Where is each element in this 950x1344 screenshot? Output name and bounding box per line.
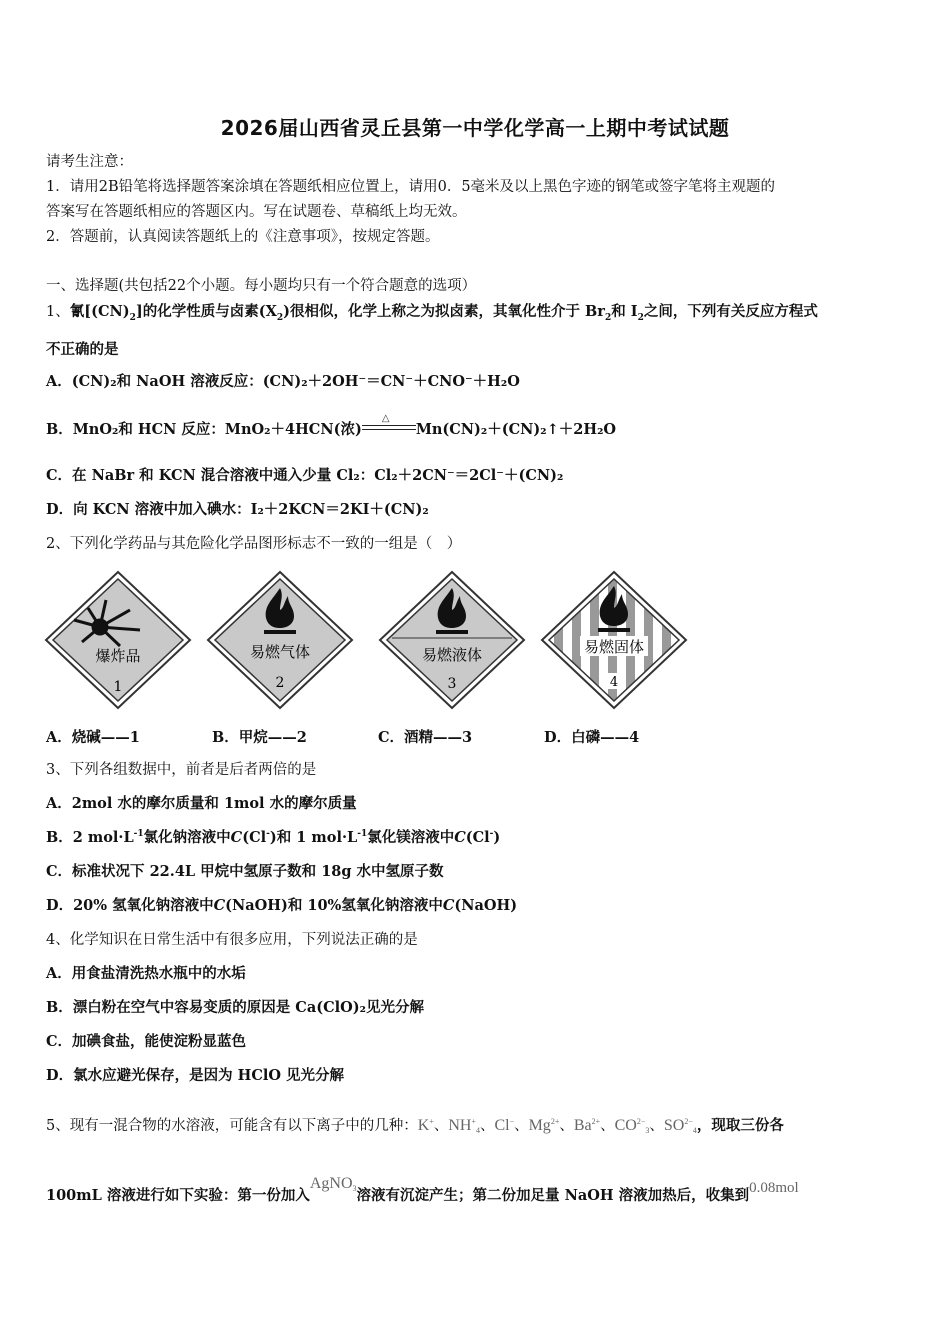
q3-option-c: C．标准状况下 22.4L 甲烷中氢原子数和 18g 水中氢原子数 [46,863,444,880]
q1-stem [46,302,818,322]
hazard-sign-flammable-liquid [378,570,526,710]
q2-option-a: A．烧碱——1 [46,729,140,746]
q3-b-sup: -1 [357,829,368,840]
q4-option-c: C．加碘食盐，能使淀粉显蓝色 [46,1033,247,1050]
separator: 、 [649,1118,664,1134]
q3-b-part: ) [493,829,501,846]
q2-options [46,726,639,747]
q2-stem: 2、下列化学药品与其危险化学品图形标志不一致的一组是（ ） [46,536,462,552]
striped-flame-sign-icon [540,570,688,710]
q4-option-a: A．用食盐清洗热水瓶中的水垢 [46,965,246,982]
q5-stem-part: 5、现有一混合物的水溶液，可能含有以下离子中的几种： [46,1118,418,1134]
section-heading: 一、选择题(共包括22个小题。每小题均只有一个符合题意的选项） [46,278,477,294]
q3-b-part: 氯化镁溶液中 [367,829,455,846]
sign-label: 易燃固体 [583,638,645,656]
q3-d-part: (NaOH) [454,897,518,914]
notice-line-3: 2．答题前，认真阅读答题纸上的《注意事项》，按规定答题。 [46,229,440,245]
sign-label: 爆炸品 [95,647,141,665]
separator: 、 [433,1118,449,1134]
hazard-sign-flammable-gas [206,570,354,710]
q1-number: 1、 [46,304,70,320]
q3-d-part: D．20% 氢氧化钠溶液中 [46,897,214,914]
q1-option-a: A．(CN)₂和 NaOH 溶液反应：(CN)₂＋2OH⁻＝CN⁻＋CNO⁻＋H₂O [46,373,520,390]
q4-stem: 4、化学知识在日常生活中有很多应用，下列说法正确的是 [46,932,418,948]
heat-condition-arrow [362,413,416,437]
separator: 、 [559,1118,574,1134]
q5-line-2 [46,1175,799,1211]
q1-sub: 2 [637,312,644,323]
hazard-sign-explosive [44,570,192,710]
q2-option-b: B．甲烷——2 [212,729,307,746]
q1-stem-part: 之间，下列有关反应方程式 [643,303,818,320]
q1-sub: 2 [129,312,136,323]
ion-nh4: NH+4 [448,1117,480,1135]
page-title: 2026届山西省灵丘县第一中学化学高一上期中考试试题 [220,116,730,140]
q3-option-b [46,828,500,848]
sign-number: 4 [609,675,619,690]
q3-option-d [46,896,517,916]
q2-option-c: C．酒精——3 [378,729,473,746]
ion-cl: Cl− [494,1117,515,1134]
q3-d-part: (NaOH)和 10%氢氧化钠溶液中 [225,897,443,914]
q1-option-b-right: Mn(CN)₂＋(CN)₂↑＋2H₂O [415,421,617,438]
q2-option-d: D．白磷——4 [544,729,640,746]
q4-option-d: D．氯水应避光保存，是因为 HClO 见光分解 [46,1067,345,1084]
q3-b-sup: - [489,829,494,840]
sign-number: 3 [447,676,457,692]
q3-b-part: B．2 mol·L [46,829,134,846]
q1-sub: 2 [604,312,612,323]
q1-option-c: C．在 NaBr 和 KCN 混合溶液中通入少量 Cl₂：Cl₂＋2CN⁻＝2Cl⁻＋(CN)₂ [46,467,564,484]
ion-so4: $SO^{2-}4$ [663,1117,697,1135]
q5-stem-part: ，现取三份各 [696,1117,784,1134]
hazard-signs [44,570,684,710]
ion-k: K+ [417,1117,434,1134]
q1-option-b [46,413,617,440]
ion-co3: $CO^{2-}3$ [614,1117,650,1135]
separator: 、 [600,1118,615,1134]
q3-b-part: (Cl [465,829,490,846]
q1-stem-part: 和 I [611,303,638,320]
notice-heading: 请考生注意： [46,154,133,170]
sign-label: 易燃液体 [421,646,483,664]
notice-line-1: 1．请用2B铅笔将选择题答案涂填在答题纸相应位置上，请用0．5毫米及以上黑色字迹的钢笔或签字笔将主观题的 [46,179,776,195]
heat-triangle-icon: △ [381,413,390,424]
q3-b-part: )和 1 mol·L [269,829,358,846]
ion-ba: $Ba^{2+}$ [573,1117,601,1134]
ion-mg: $Mg^{2+}$ [528,1117,560,1134]
q1-stem-part: ]的化学性质与卤素(X [135,303,277,320]
q1-option-d: D．向 KCN 溶液中加入碘水：I₂＋2KCN＝2KI＋(CN)₂ [46,501,429,518]
sign-label: 易燃气体 [249,643,311,661]
hazard-sign-flammable-solid [540,570,688,710]
notice-line-2: 答案写在答题纸相应的答题区内。写在试题卷、草稿纸上均无效。 [46,204,467,220]
q3-b-sup: -1 [133,829,144,840]
q3-b-part: 氯化钠溶液中 [143,829,231,846]
q3-b-part: C [230,829,243,846]
q1-option-b-left: B．MnO₂和 HCN 反应：MnO₂＋4HCN(浓) [46,421,362,438]
q5-line2-part: 溶液有沉淀产生；第二份加足量 NaOH 溶液加热后，收集到 [356,1187,750,1204]
sign-number: 2 [275,675,285,691]
q1-sub: 2 [276,312,284,323]
separator: 、 [514,1118,529,1134]
q3-stem: 3、下列各组数据中，前者是后者两倍的是 [46,762,317,778]
q3-d-part: C [442,897,455,914]
amount-value: 0.08mol [749,1180,799,1196]
sign-number: 1 [113,679,123,695]
q1-stem-2: 不正确的是 [46,341,119,358]
separator: 、 [479,1118,495,1134]
q1-stem-part: )很相似，化学上称之为拟卤素，其氧化性介于 Br [283,303,605,320]
flame-sign-icon [206,570,354,710]
agno3-formula: AgNO3 [309,1175,357,1193]
q4-option-b: B．漂白粉在空气中容易变质的原因是 Ca(ClO)₂见光分解 [46,999,424,1016]
q3-b-part: C [454,829,466,846]
flame-sign-icon [378,570,526,710]
q5-stem [46,1112,784,1141]
q3-b-sup: - [266,829,270,840]
q1-stem-part: 氰[(CN) [69,303,130,320]
explosive-sign-icon [44,570,192,710]
q3-d-part: C [213,897,226,914]
q5-line2-part: 100mL 溶液进行如下实验：第一份加入 [46,1187,310,1204]
q3-b-part: (Cl [242,829,267,846]
q3-option-a: A．2mol 水的摩尔质量和 1mol 水的摩尔质量 [46,795,357,812]
